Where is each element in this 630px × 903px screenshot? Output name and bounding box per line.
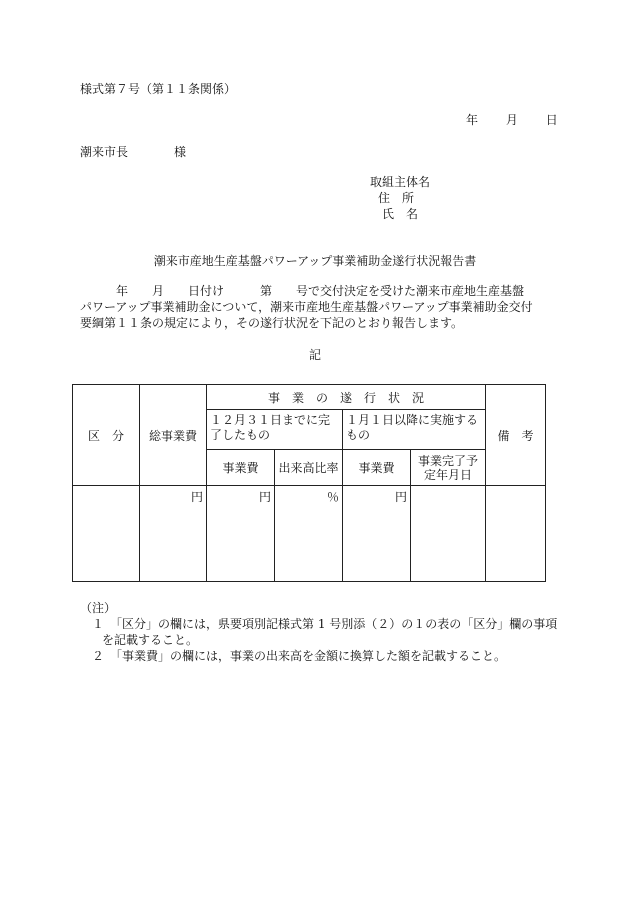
header-completion: 事業完了予定年月日 bbox=[411, 450, 486, 486]
cell-ratio: ％ bbox=[275, 486, 343, 582]
addressee-honorific: 様 bbox=[174, 145, 187, 159]
applicant-org-label: 取組主体名 bbox=[370, 175, 431, 189]
notes bbox=[80, 600, 557, 664]
header-remarks: 備 考 bbox=[486, 385, 546, 486]
notes-header: （注） bbox=[80, 601, 117, 615]
cell-cost-1: 円 bbox=[207, 486, 275, 582]
body-line: 要綱第１１条の規定により，その遂行状況を下記のとおり報告します。 bbox=[80, 316, 464, 330]
date-day: 日 bbox=[545, 113, 558, 127]
status-table bbox=[72, 384, 546, 582]
cell-completion bbox=[411, 486, 486, 582]
ki-heading: 記 bbox=[308, 348, 321, 362]
header-kubun: 区 分 bbox=[73, 385, 140, 486]
addressee-name: 潮来市長 bbox=[80, 145, 129, 159]
date-year: 年 bbox=[466, 113, 479, 127]
header-period-1: １２月３１日までに完了したもの bbox=[207, 410, 343, 450]
header-cost-1: 事業費 bbox=[207, 450, 275, 486]
cell-kubun bbox=[73, 486, 140, 582]
header-period-2: １月１日以降に実施するもの bbox=[343, 410, 486, 450]
header-ratio: 出来高比率 bbox=[275, 450, 343, 486]
body-line: パワーアップ事業補助金について，潮来市産地生産基盤パワーアップ事業補助金交付 bbox=[80, 300, 533, 314]
note-1-continued: を記載すること。 bbox=[102, 633, 199, 647]
body-line: 年 月 日付け 第 号で交付決定を受けた潮来市産地生産基盤 bbox=[80, 284, 525, 298]
applicant-address-label: 住 所 bbox=[378, 191, 415, 205]
body-text bbox=[80, 283, 560, 331]
addressee bbox=[80, 143, 186, 160]
header-total-cost: 総事業費 bbox=[140, 385, 207, 486]
cell-remarks bbox=[486, 486, 546, 582]
header-cost-2: 事業費 bbox=[343, 450, 411, 486]
document-title: 潮来市産地生産基盤パワーアップ事業補助金遂行状況報告書 bbox=[153, 254, 477, 268]
applicant-block bbox=[370, 174, 430, 222]
cell-cost-2: 円 bbox=[343, 486, 411, 582]
cell-total-cost: 円 bbox=[140, 486, 207, 582]
date-month: 月 bbox=[505, 113, 518, 127]
note-2: ２ 「事業費」の欄には，事業の出来高を金額に換算した額を記載すること。 bbox=[92, 649, 507, 663]
header-progress: 事 業 の 遂 行 状 況 bbox=[207, 385, 486, 410]
form-number: 様式第７号（第１１条関係） bbox=[80, 82, 237, 96]
date-line bbox=[466, 111, 558, 128]
applicant-name-label: 氏 名 bbox=[382, 207, 419, 221]
note-1: １ 「区分」の欄には，県要項別記様式第 1 号別添（２）の１の表の「区分」欄の事項 bbox=[92, 617, 558, 631]
